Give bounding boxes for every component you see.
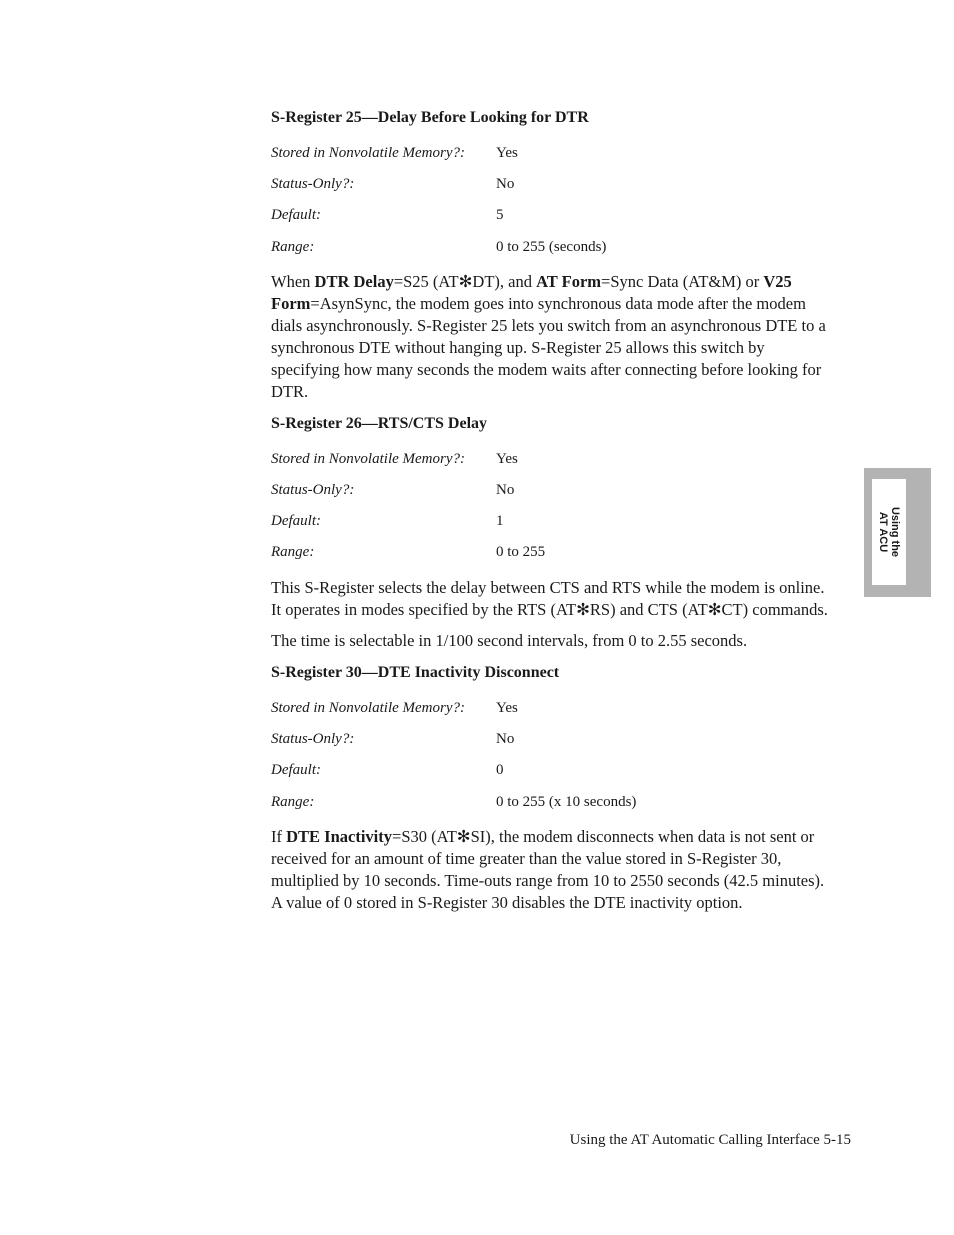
paragraph-line: synchronous DTE without hanging up. S-Register 25 allows this switch by (271, 338, 765, 357)
field-value: 0 to 255 (seconds) (496, 239, 607, 255)
paragraph-line: DTR. (271, 382, 309, 401)
description-paragraph-s25 (271, 271, 855, 403)
field-label: Status-Only?: (271, 482, 355, 498)
field-value: Yes (496, 451, 518, 467)
paragraph-line: specifying how many seconds the modem waits after connecting before looking for (271, 360, 822, 379)
field-value: 0 (496, 762, 504, 778)
field-value: Yes (496, 700, 518, 716)
section-heading-s26: S-Register 26—RTS/CTS Delay (271, 415, 488, 432)
description-paragraph-s30 (271, 826, 855, 914)
field-value: 1 (496, 513, 504, 529)
field-value: 0 to 255 (x 10 seconds) (496, 794, 637, 810)
section-heading-s30: S-Register 30—DTE Inactivity Disconnect (271, 664, 560, 681)
field-label: Default: (271, 207, 321, 223)
field-value: No (496, 176, 515, 192)
paragraph-line: It operates in modes specified by the RTS (AT✻RS) and CTS (AT✻CT) commands. (271, 600, 828, 619)
side-chapter-tab (864, 468, 931, 597)
field-label: Stored in Nonvolatile Memory?: (271, 700, 465, 716)
field-label: Stored in Nonvolatile Memory?: (271, 451, 465, 467)
side-tab-line: Using the (889, 506, 901, 558)
description-paragraph-s26 (271, 577, 855, 621)
field-value: No (496, 731, 515, 747)
paragraph-line: dials asynchronously. S-Register 25 lets you switch from an asynchronous DTE to a (271, 316, 826, 335)
section-heading-s25: S-Register 25—Delay Before Looking for DTR (271, 109, 589, 126)
paragraph-line: A value of 0 stored in S-Register 30 disables the DTE inactivity option. (271, 893, 743, 912)
field-label: Status-Only?: (271, 731, 355, 747)
term-form: Form (271, 294, 311, 313)
paragraph-line: multiplied by 10 seconds. Time-outs range from 10 to 2550 seconds (42.5 minutes). (271, 871, 825, 890)
paragraph-line: Form=AsynSync, the modem goes into synchronous data mode after the modem (271, 294, 806, 313)
description-paragraph-s26-timing (271, 630, 855, 652)
field-value: 0 to 255 (496, 544, 546, 560)
paragraph-line: This S-Register selects the delay between CTS and RTS while the modem is online. (271, 578, 825, 597)
field-label: Range: (271, 794, 315, 810)
term-dte-inactivity: DTE Inactivity (286, 827, 393, 846)
field-label: Range: (271, 544, 315, 560)
term-dtr-delay: DTR Delay (314, 272, 394, 291)
field-label: Status-Only?: (271, 176, 355, 192)
page-footer: Using the AT Automatic Calling Interface 5-15 (569, 1132, 851, 1148)
field-label: Default: (271, 513, 321, 529)
paragraph-line: received for an amount of time greater than the value stored in S-Register 30, (271, 849, 782, 868)
term-at-form: AT Form (536, 272, 602, 291)
field-value: Yes (496, 145, 518, 161)
paragraph-line: The time is selectable in 1/100 second intervals, from 0 to 2.55 seconds. (271, 631, 748, 650)
field-label: Default: (271, 762, 321, 778)
side-tab-line: AT ACU (877, 511, 889, 553)
paragraph-line: When DTR Delay=S25 (AT✻DT), and AT Form=Sync Data (AT&M) or V25 (271, 272, 792, 291)
side-chapter-tab-label-box (872, 479, 906, 585)
paragraph-line: If DTE Inactivity=S30 (AT✻SI), the modem disconnects when data is not sent or (271, 827, 815, 846)
term-v25: V25 (763, 272, 792, 291)
field-label: Range: (271, 239, 315, 255)
field-value: 5 (496, 207, 504, 223)
field-value: No (496, 482, 515, 498)
field-label: Stored in Nonvolatile Memory?: (271, 145, 465, 161)
side-chapter-tab-text (877, 507, 901, 557)
